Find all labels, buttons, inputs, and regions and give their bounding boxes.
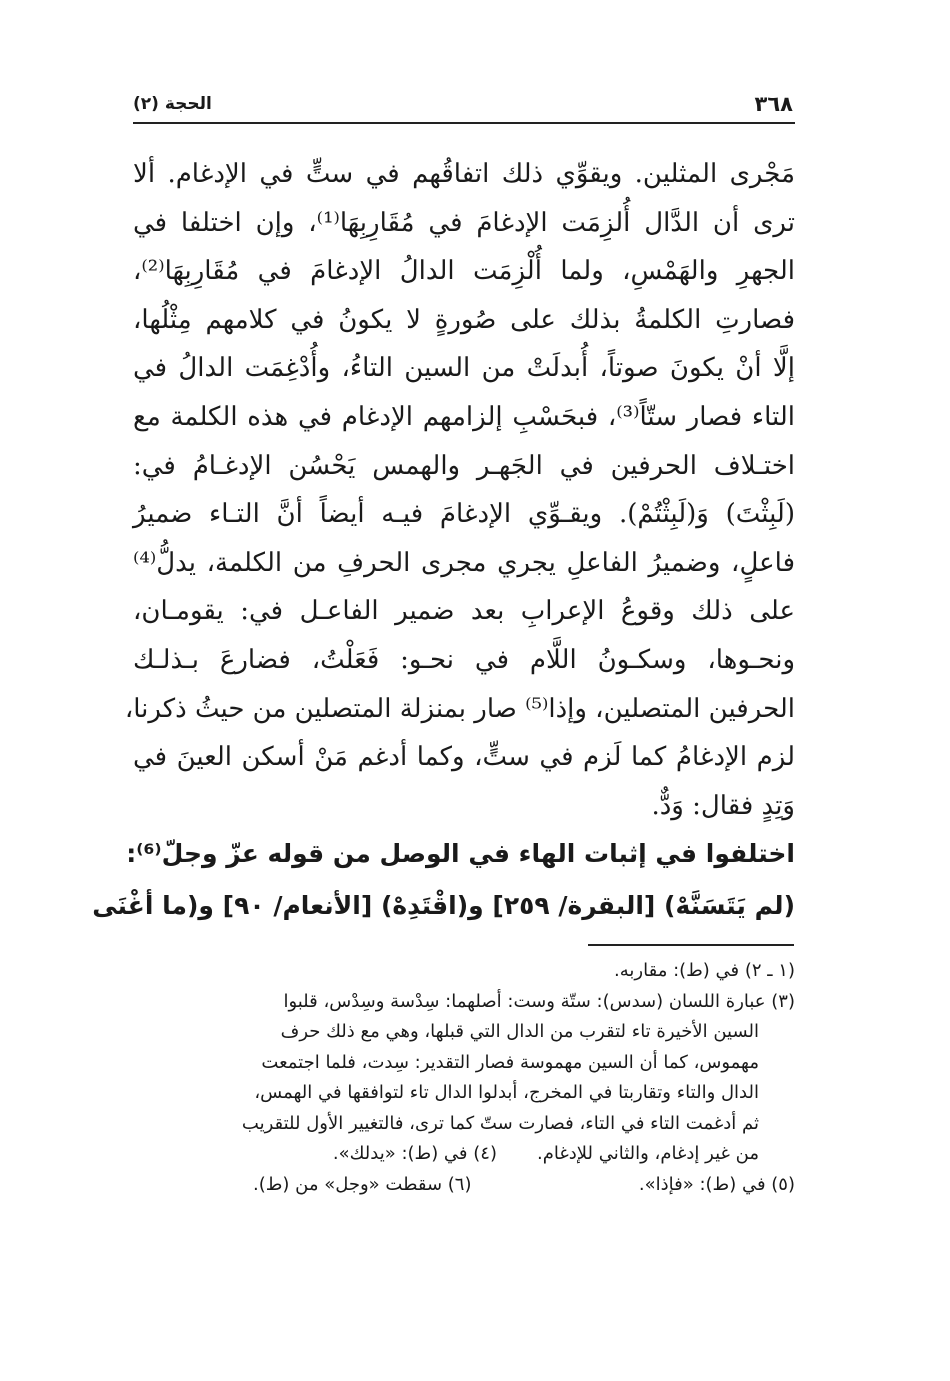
page-header	[133, 92, 793, 120]
section-heading	[92, 828, 795, 932]
header-rule	[133, 122, 795, 124]
footnote-3-cont: ثم أدغمت التاء في التاء، فصارت ستّ كما ترى، فالتغيير الأول للتقريب	[241, 1112, 759, 1134]
footnote-5: (٥) في (ط): «فإذا».	[638, 1173, 795, 1195]
text-line: إلَّا أنْ يكونَ صوتاً، أُبدلَتْ من السين التاءُ، وأُدْغِمَت الدالُ في	[133, 353, 795, 384]
main-text	[124, 150, 796, 830]
footnote-6: (٦) سقطت «وجل» من (ط).	[253, 1173, 472, 1195]
page-number: ٣٦٨	[754, 92, 793, 116]
footnote-row	[133, 1139, 795, 1170]
heading-line: اختلفوا في إثبات الهاء في الوصل من قوله عزّ وجلّ⁽⁶⁾:	[126, 839, 795, 868]
footnote-3-cont: من غير إدغام، والثاني للإدغام.	[537, 1143, 759, 1164]
footnote-row	[133, 1170, 795, 1201]
footnote-3-cont: السين الأخيرة تاء لتقرب من الدال التي قبلها، وهي مع ذلك حرف	[280, 1021, 759, 1042]
running-title: الحجة (٢)	[133, 94, 212, 114]
text-line: على ذلك وقوعُ الإعرابِ بعد ضمير الفاعـل في: يقومـان،	[133, 596, 795, 627]
text-line: ترى أن الدَّال أُلزِمَت الإدغامَ في مُقَارِبِهَا⁽¹⁾، وإن اختلفا في	[133, 207, 795, 238]
text-line: مَجْرى المثلين. ويقوِّي ذلك اتفاقُهم في ستٍّ في الإدغام. ألا	[133, 159, 795, 189]
footnote-rule	[588, 944, 794, 946]
text-line: فاعلٍ، وضميرُ الفاعلِ يجري مجرى الحرفِ من الكلمة، يدلُّ⁽⁴⁾	[133, 547, 795, 578]
text-line: اختـلاف الحرفين في الجَهـر والهمس يَحْسُن الإدغـامُ في:	[133, 450, 795, 481]
footnote-3-cont: الدال والتاء وتقاربتا في المخرج، أبدلوا الدال تاء لتوافقها في الهمس،	[254, 1082, 759, 1103]
footnote-3: (٣) عبارة اللسان (سدس): ستّة وست: أصلهما: سِدْسة وسِدْس، قلبوا	[283, 990, 795, 1012]
text-line: (لَبِثْتَ) وَ(لَبِثْتُمْ). ويقـوِّي الإدغامَ فيـه أيضاً أنَّ التـاء ضميرُ	[133, 499, 795, 530]
text-line: الجهرِ والهَمْسِ، ولما أُلْزِمَت الدالُ الإدغامَ في مُقَارِبِهَا⁽²⁾،	[133, 256, 795, 287]
text-line: وَتِدٍ فقال: وَدٌّ.	[651, 790, 795, 821]
text-line: ونحـوها، وسكـونُ اللَّام في نحـو: فَعَلْتُ، فضارعَ بـذلـك	[133, 644, 795, 675]
text-line: لزم الإدغامُ كما لَزم في ستٍّ، وكما أدغم مَنْ أسكن العينَ في	[133, 742, 795, 773]
footnote-1-2: (١ ـ ٢) في (ط): مقاربه.	[614, 960, 795, 981]
heading-line: (لم يَتَسَنَّهْ) [البقرة/ ٢٥٩] و(اقْتَدِهْ) [الأنعام/ ٩٠] و(ما أغْنَى	[92, 891, 795, 920]
text-line: الحرفين المتصلين، وإذا⁽⁵⁾ صار بمنزلة المتصلين من حيثُ ذكرنا،	[124, 693, 795, 724]
text-line: فصارتِ الكلمةُ بذلك على صُورةٍ لا يكونُ في كلامهم مِثْلُها،	[133, 304, 795, 335]
footnote-3-cont: مهموس، كما أن السين مهموسة فصار التقدير: سِدت، فلما اجتمعت	[261, 1051, 759, 1073]
footnotes	[133, 956, 795, 1200]
footnote-4: (٤) في (ط): «يدلك».	[332, 1143, 497, 1164]
text-line: التاء فصار ستّاً⁽³⁾، فبحَسْبِ إلزامهم الإدغام في هذه الكلمة مع	[133, 401, 796, 432]
